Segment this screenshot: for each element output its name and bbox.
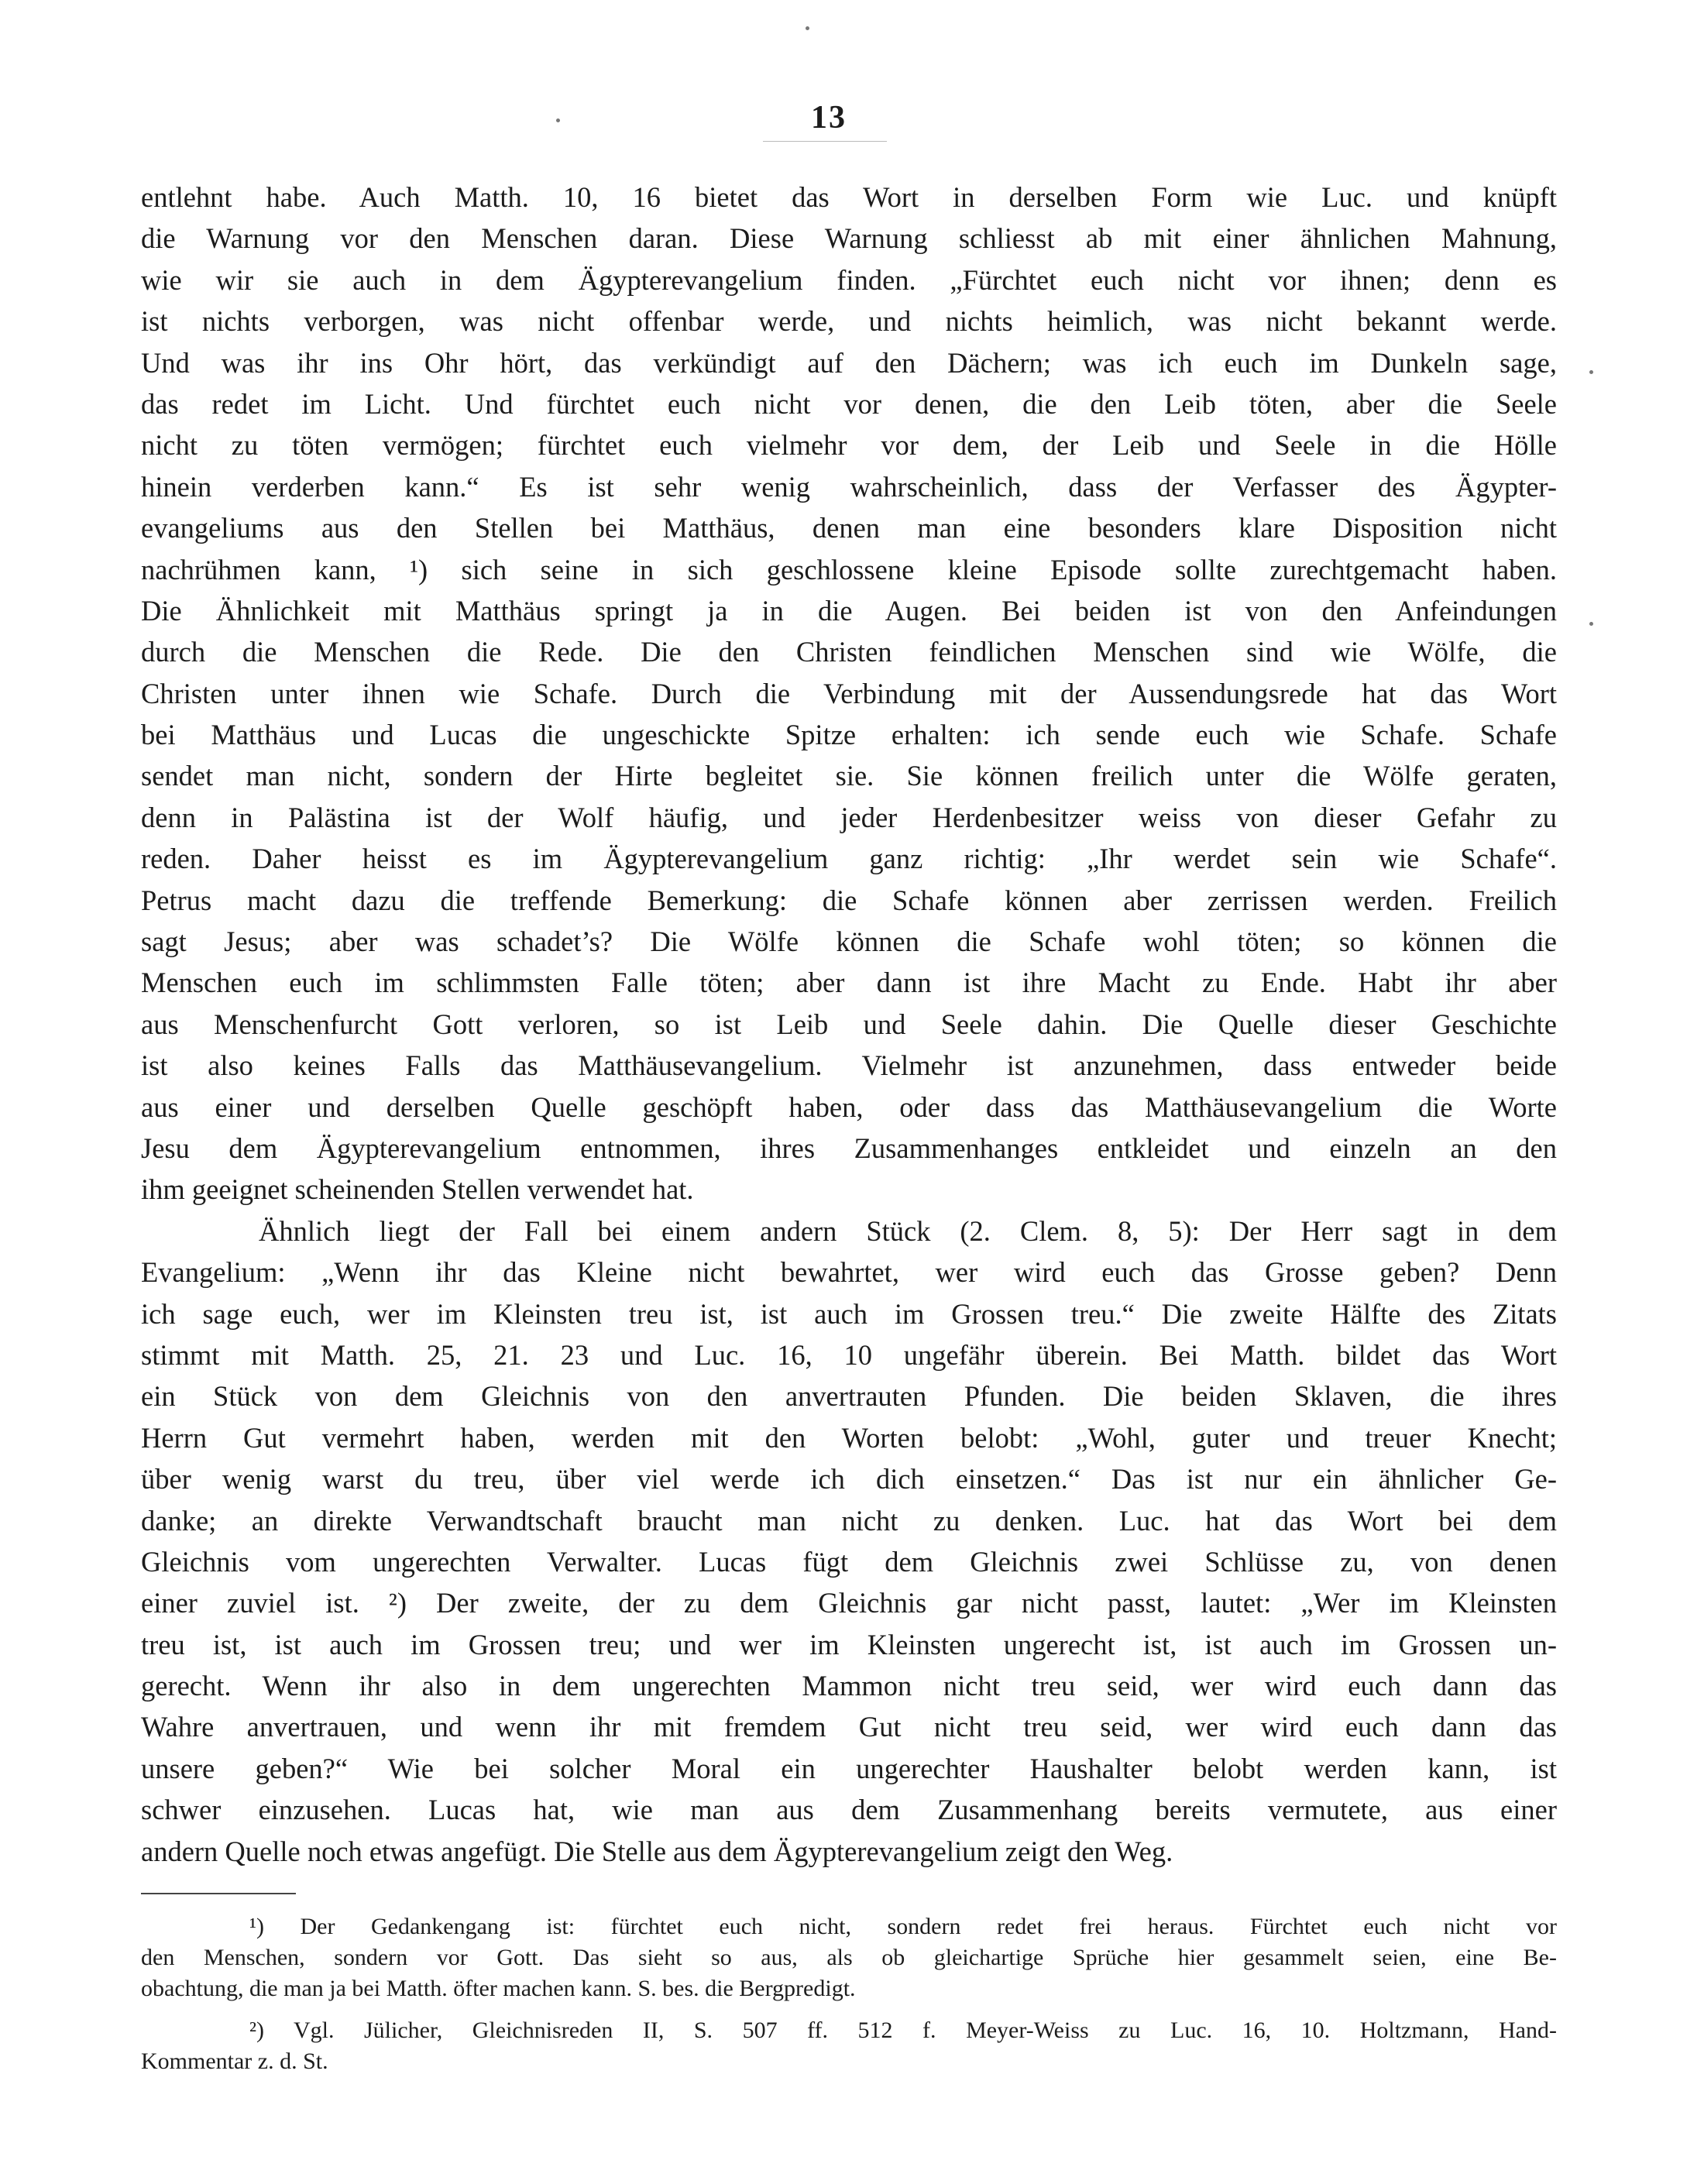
scan-speck	[556, 118, 560, 122]
text-line: sagt Jesus; aber was schadet’s? Die Wölfe können die Schafe wohl töten; so können die	[141, 925, 1557, 958]
text-line: Menschen euch im schlimmsten Falle töten; aber dann ist ihre Macht zu Ende. Habt ihr aber	[141, 967, 1557, 999]
text-line: Christen unter ihnen wie Schafe. Durch die Verbindung mit der Aussendungsrede hat das Wort	[141, 677, 1557, 709]
text-line: ist also keines Falls das Matthäusevangelium. Vielmehr ist anzunehmen, dass entweder beide	[141, 1049, 1557, 1082]
text-line: die Warnung vor den Menschen daran. Diese Warnung schliesst ab mit einer ähnlichen Mahnung,	[141, 222, 1557, 255]
text-line: Herrn Gut vermehrt haben, werden mit den Worten belobt: „Wohl, guter und treuer Knecht;	[141, 1421, 1557, 1454]
text-line: ihm geeignet scheinenden Stellen verwendet hat.	[141, 1173, 694, 1206]
body-text	[141, 177, 1557, 1872]
text-line: durch die Menschen die Rede. Die den Christen feindlichen Menschen sind wie Wölfe, die	[141, 636, 1557, 668]
text-line: einer zuviel ist. ²) Der zweite, der zu dem Gleichnis gar nicht passt, lautet: „Wer im Kleinsten	[141, 1587, 1557, 1619]
text-line: nachrühmen kann, ¹) sich seine in sich geschlossene kleine Episode sollte zurechtgemacht haben.	[141, 553, 1557, 585]
footnote-line: den Menschen, sondern vor Gott. Das sieht so aus, als ob gleichartige Sprüche hier gesammelt seien, eine Be-	[141, 1945, 1557, 1970]
text-line: aus Menschenfurcht Gott verloren, so ist Leib und Seele dahin. Die Quelle dieser Geschichte	[141, 1008, 1557, 1040]
text-line: danke; an direkte Verwandtschaft braucht man nicht zu denken. Luc. hat das Wort bei dem	[141, 1504, 1557, 1537]
text-line: schwer einzusehen. Lucas hat, wie man aus dem Zusammenhang bereits vermutete, aus einer	[141, 1794, 1557, 1826]
footnote-line: ¹) Der Gedankengang ist: fürchtet euch nicht, sondern redet frei heraus. Fürchtet euch nicht vor	[249, 1914, 1557, 1939]
footnote-line: obachtung, die man ja bei Matth. öfter machen kann. S. bes. die Bergpredigt.	[141, 1976, 856, 2001]
text-line: das redet im Licht. Und fürchtet euch nicht vor denen, die den Leib töten, aber die Seele	[141, 387, 1557, 420]
text-line: evangeliums aus den Stellen bei Matthäus, denen man eine besonders klare Disposition nicht	[141, 512, 1557, 544]
text-line: Wahre anvertrauen, und wenn ihr mit fremdem Gut nicht treu seid, wer wird euch dann das	[141, 1711, 1557, 1743]
footnote-1	[141, 1911, 1557, 2004]
text-line: ist nichts verborgen, was nicht offenbar werde, und nichts heimlich, was nicht bekannt werde.	[141, 305, 1557, 338]
text-line: reden. Daher heisst es im Ägypterevangelium ganz richtig: „Ihr werdet sein wie Schafe“.	[141, 843, 1557, 875]
text-line: ein Stück von dem Gleichnis von den anvertrauten Pfunden. Die beiden Sklaven, die ihres	[141, 1380, 1557, 1413]
text-line: über wenig warst du treu, über viel werde ich dich einsetzen.“ Das ist nur ein ähnlicher Ge-	[141, 1463, 1557, 1495]
footnote-line: ²) Vgl. Jülicher, Gleichnisreden II, S. 507 ff. 512 f. Meyer-Weiss zu Luc. 16, 10. Holtzmann, Hand-	[249, 2017, 1557, 2043]
text-line: unsere geben?“ Wie bei solcher Moral ein ungerechter Haushalter belobt werden kann, ist	[141, 1752, 1557, 1784]
text-line: treu ist, ist auch im Grossen treu; und wer im Kleinsten ungerecht ist, ist auch im Grossen un-	[141, 1628, 1557, 1660]
scan-speck	[1589, 370, 1593, 374]
scan-speck	[1589, 622, 1593, 626]
text-line: ich sage euch, wer im Kleinsten treu ist, ist auch im Grossen treu.“ Die zweite Hälfte des Zitats	[141, 1297, 1557, 1330]
text-line: Ähnlich liegt der Fall bei einem andern Stück (2. Clem. 8, 5): Der Herr sagt in dem	[259, 1214, 1557, 1247]
text-line: bei Matthäus und Lucas die ungeschickte Spitze erhalten: ich sende euch wie Schafe. Schafe	[141, 719, 1557, 751]
footnote-separator	[141, 1893, 296, 1894]
text-line: Petrus macht dazu die treffende Bemerkung: die Schafe können aber zerrissen werden. Freilich	[141, 884, 1557, 916]
text-line: denn in Palästina ist der Wolf häufig, und jeder Herdenbesitzer weiss von dieser Gefahr zu	[141, 801, 1557, 833]
footnote-line: Kommentar z. d. St.	[141, 2048, 328, 2074]
text-line: Und was ihr ins Ohr hört, das verkündigt auf den Dächern; was ich euch im Dunkeln sage,	[141, 346, 1557, 379]
page-number: 13	[811, 100, 847, 136]
page-number-rule	[763, 141, 887, 142]
text-line: sendet man nicht, sondern der Hirte begleitet sie. Sie können freilich unter die Wölfe geraten,	[141, 760, 1557, 792]
text-line: Die Ähnlichkeit mit Matthäus springt ja in die Augen. Bei beiden ist von den Anfeindungen	[141, 594, 1557, 627]
text-line: entlehnt habe. Auch Matth. 10, 16 bietet das Wort in derselben Form wie Luc. und knüpft	[141, 181, 1557, 213]
footnotes	[141, 1911, 1557, 2077]
text-line: stimmt mit Matth. 25, 21. 23 und Luc. 16, 10 ungefähr überein. Bei Matth. bildet das Wort	[141, 1338, 1557, 1371]
text-line: nicht zu töten vermögen; fürchtet euch vielmehr vor dem, der Leib und Seele in die Hölle	[141, 429, 1557, 462]
scan-speck	[806, 26, 809, 30]
text-line: wie wir sie auch in dem Ägypterevangelium finden. „Fürchtet euch nicht vor ihnen; denn es	[141, 263, 1557, 296]
footnote-2	[141, 2015, 1557, 2077]
text-line: Gleichnis vom ungerechten Verwalter. Lucas fügt dem Gleichnis zwei Schlüsse zu, von denen	[141, 1545, 1557, 1578]
text-line: hinein verderben kann.“ Es ist sehr wenig wahrscheinlich, dass der Verfasser des Ägypter-	[141, 470, 1557, 503]
text-line: aus einer und derselben Quelle geschöpft haben, oder dass das Matthäusevangelium die Worte	[141, 1090, 1557, 1123]
text-line: Evangelium: „Wenn ihr das Kleine nicht bewahrtet, wer wird euch das Grosse geben? Denn	[141, 1256, 1557, 1289]
text-line: andern Quelle noch etwas angefügt. Die Stelle aus dem Ägypterevangelium zeigt den Weg.	[141, 1835, 1173, 1867]
text-line: Jesu dem Ägypterevangelium entnommen, ihres Zusammenhanges entkleidet und einzeln an den	[141, 1131, 1557, 1164]
text-line: gerecht. Wenn ihr also in dem ungerechten Mammon nicht treu seid, wer wird euch dann das	[141, 1670, 1557, 1702]
